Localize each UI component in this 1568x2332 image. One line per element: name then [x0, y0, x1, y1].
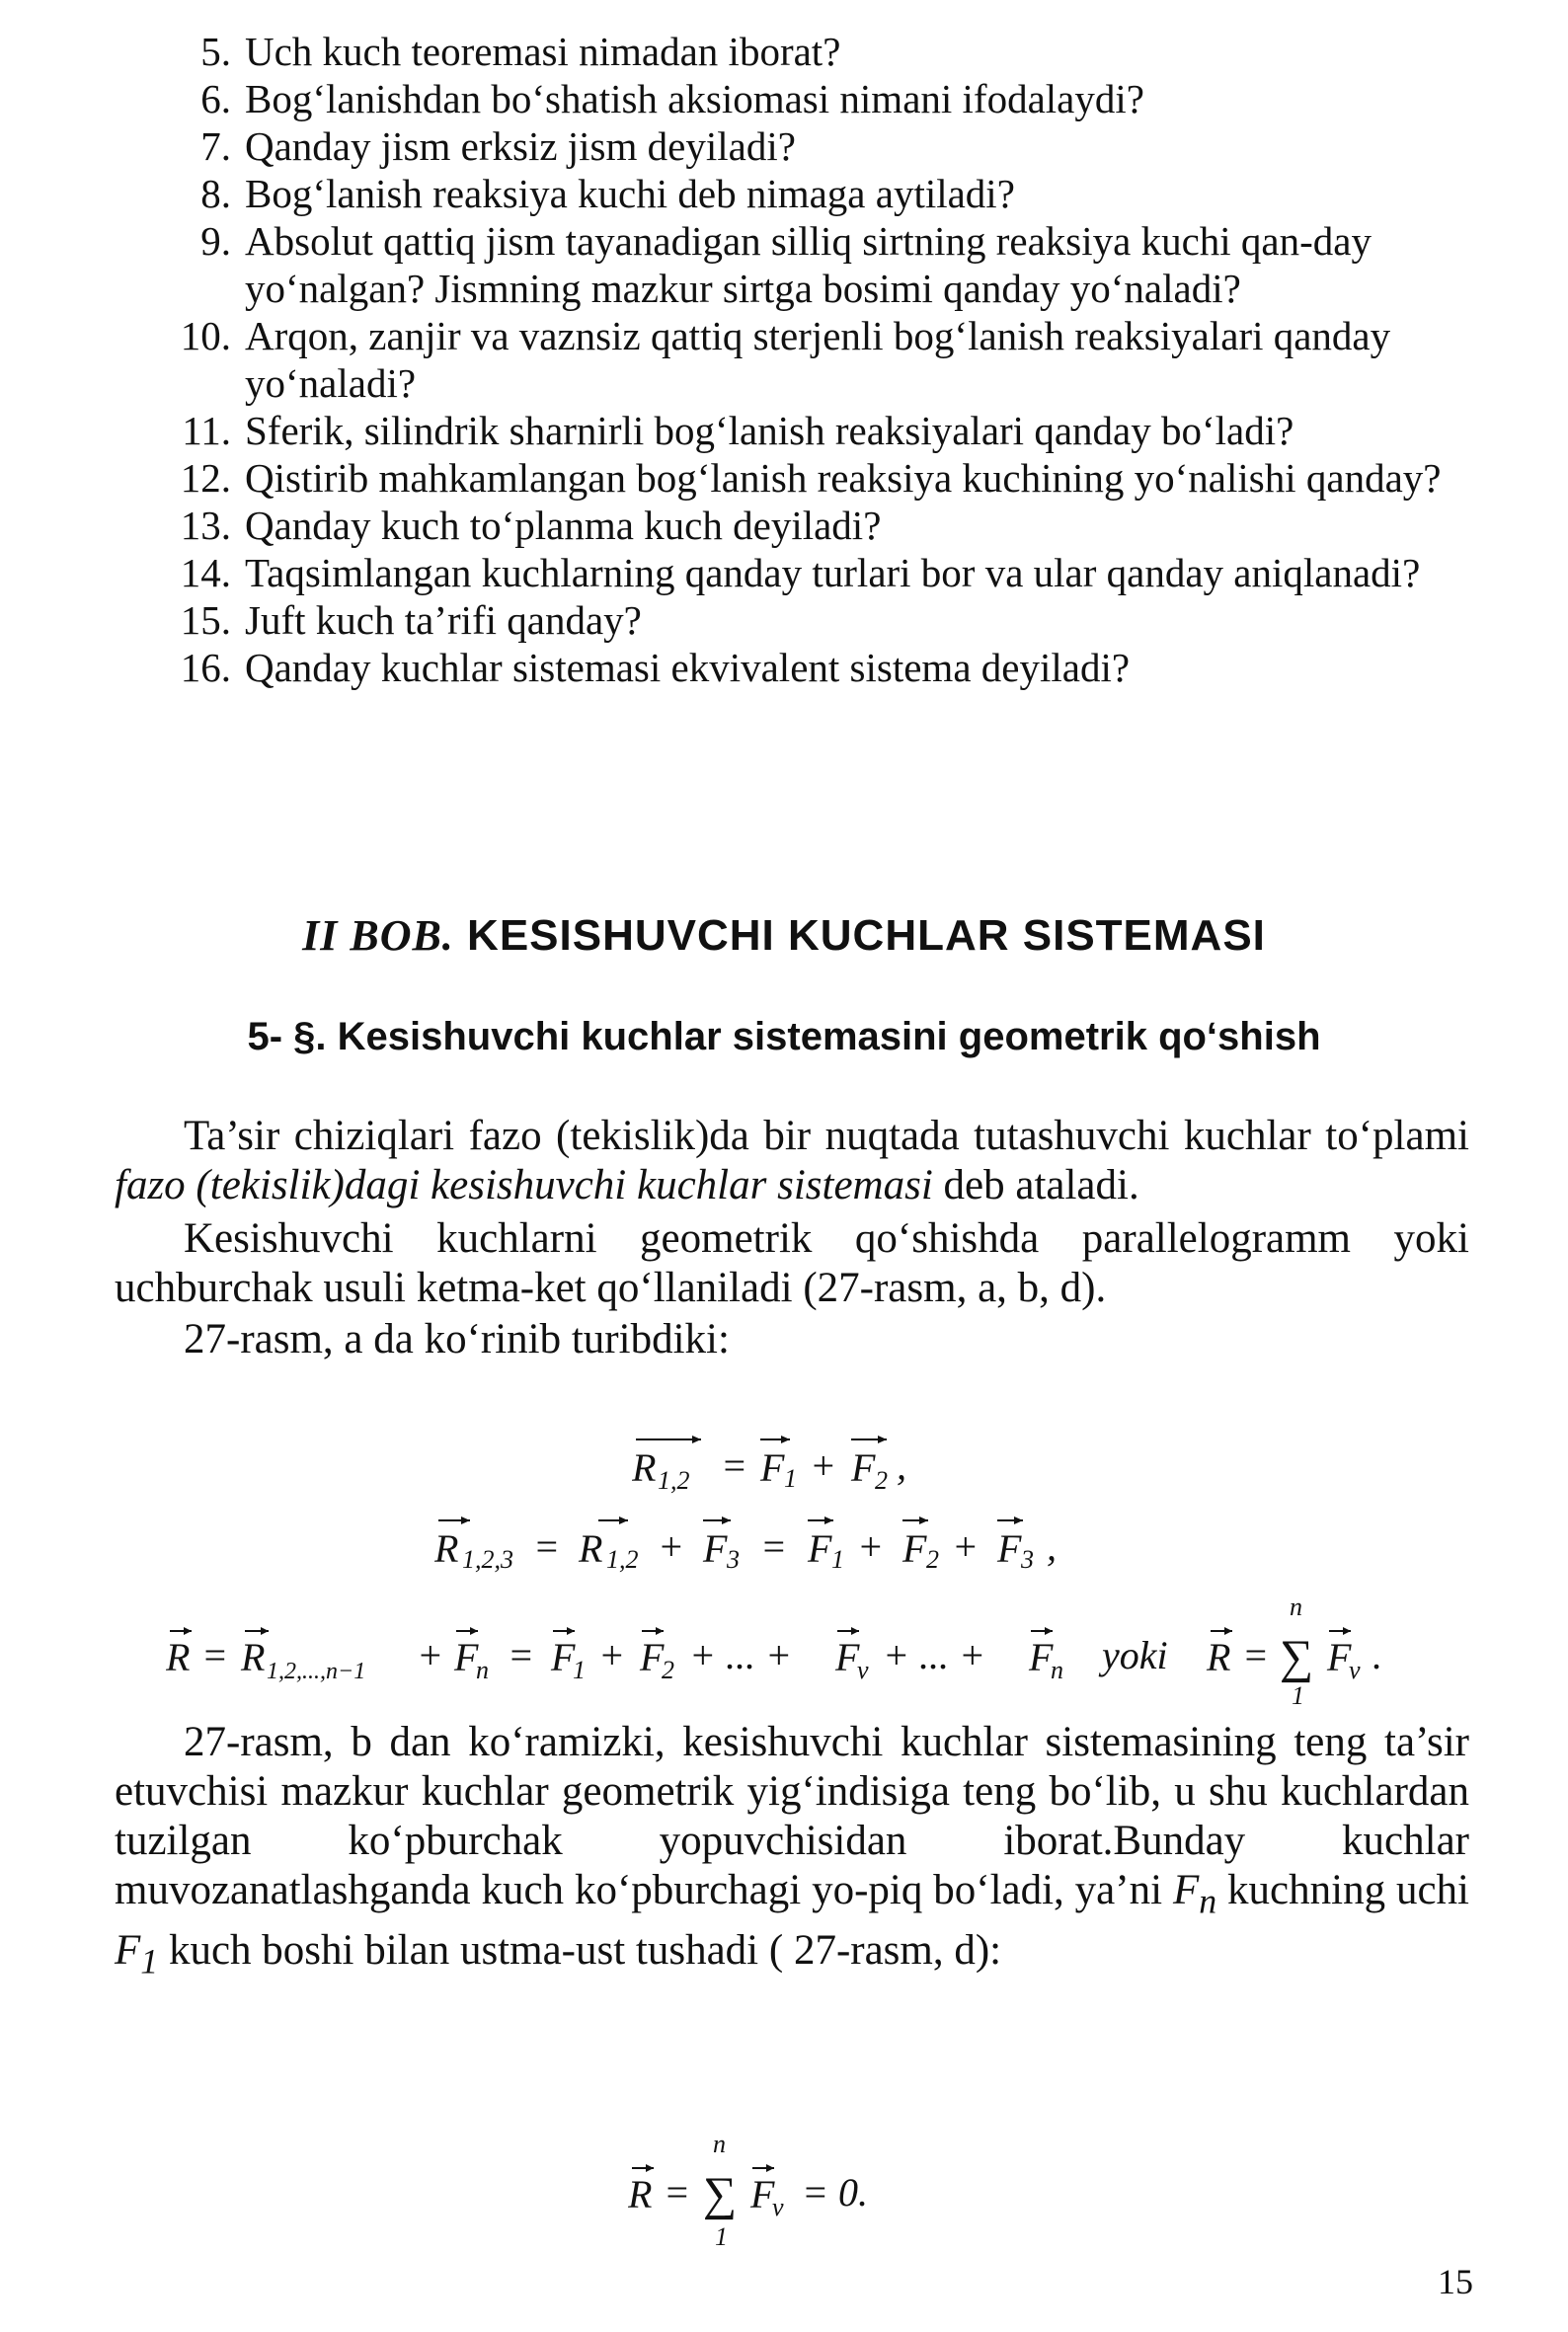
question-item — [168, 502, 1481, 549]
formula-resultant-sum-graphic — [166, 1594, 1430, 1712]
svg-text:=: = — [664, 2170, 690, 2215]
question-number: 16. — [180, 645, 231, 690]
question-item — [168, 122, 1481, 170]
question-item — [168, 549, 1481, 596]
svg-text:v: v — [857, 1656, 869, 1684]
svg-text:F: F — [750, 2172, 775, 2216]
question-item — [168, 596, 1481, 644]
question-text: Arqon, zanjir va vaznsiz qattiq sterjenli bog‘lanish reaksiyalari qanday yo‘naladi? — [245, 313, 1391, 406]
svg-text:,: , — [1047, 1524, 1057, 1569]
svg-text:3: 3 — [727, 1545, 740, 1574]
svg-text:n: n — [476, 1656, 489, 1684]
question-item — [168, 644, 1481, 691]
svg-text:∑: ∑ — [703, 2168, 738, 2220]
svg-text:n: n — [1051, 1656, 1063, 1684]
question-item — [168, 170, 1481, 217]
formula-r12-graphic — [632, 1430, 1047, 1499]
svg-text:2: 2 — [926, 1545, 939, 1574]
formula-resultant-sum — [166, 1594, 1430, 1724]
paragraph-polygon-closure — [115, 1718, 1469, 1985]
question-text: Bog‘lanishdan bo‘shatish aksiomasi nimani ifodalaydi? — [245, 76, 1144, 121]
svg-text:+ ... +: + ... + — [689, 1633, 792, 1677]
question-text: Sferik, silindrik sharnirli bog‘lanish reaksiyalari qanday bo‘ladi? — [245, 408, 1294, 453]
svg-text:,: , — [897, 1443, 906, 1488]
svg-text:.: . — [1372, 1633, 1382, 1677]
svg-text:R: R — [241, 1635, 266, 1679]
section-heading: 5- §. Kesishuvchi kuchlar sistemasini geometrik qo‘shish — [247, 1015, 1321, 1058]
question-text: Qanday jism erksiz jism deyiladi? — [245, 123, 796, 169]
formula-r12 — [632, 1430, 1047, 1511]
svg-text:F: F — [703, 1526, 728, 1571]
svg-text:= 0.: = 0. — [802, 2170, 868, 2215]
formula-equilibrium — [628, 2131, 944, 2271]
svg-text:1: 1 — [573, 1656, 586, 1684]
svg-text:v: v — [772, 2193, 784, 2221]
question-number: 11. — [182, 408, 231, 453]
sum-lower-limit: 1 — [1292, 1681, 1304, 1710]
svg-text:1,2: 1,2 — [658, 1466, 690, 1495]
formula-r123 — [434, 1511, 1185, 1592]
svg-text:=: = — [201, 1633, 228, 1677]
question-item — [168, 75, 1481, 122]
paragraph-intro-formulas: 27-rasm, a da ko‘rinib turibdiki: — [184, 1316, 730, 1362]
svg-text:=: = — [1242, 1633, 1269, 1677]
svg-text:=: = — [721, 1443, 747, 1488]
question-number: 12. — [180, 455, 231, 501]
question-number: 14. — [180, 550, 231, 595]
defined-term: fazo (tekislik)dagi kesishuvchi kuchlar sistemasi — [115, 1162, 933, 1208]
svg-text:1: 1 — [831, 1545, 844, 1574]
svg-text:n: n — [713, 2131, 726, 2158]
paragraph-text: 27-rasm, b dan ko‘ramizki, kesishuvchi kuchlar sistemasining teng ta’sir etuvchisi mazkur kuchlar geometrik yig‘indisiga teng bo‘lib, u shu kuchlardan tuzilgan ko‘pburchak yopuvchisidan iborat.Bunday kuchlar muvozanatlashganda kuch ko‘pburchagi yo-piq bo‘ladi, ya’ni — [115, 1719, 1469, 1913]
question-number: 15. — [180, 597, 231, 643]
question-item — [168, 217, 1481, 312]
svg-text:R: R — [579, 1526, 603, 1571]
question-text: Absolut qattiq jism tayanadigan silliq sirtning reaksiya kuchi qan-day yo‘nalgan? Jismning mazkur sirtga bosimi qanday yo‘naladi? — [245, 218, 1372, 311]
question-text: Juft kuch ta’rifi qanday? — [245, 597, 642, 643]
svg-text:3: 3 — [1021, 1545, 1034, 1574]
question-text: Uch kuch teoremasi nimadan iborat? — [245, 29, 841, 74]
svg-text:∑: ∑ — [1280, 1631, 1314, 1683]
paragraph-definition — [115, 1112, 1469, 1210]
svg-text:F: F — [1327, 1635, 1352, 1679]
svg-text:1: 1 — [715, 2222, 728, 2251]
svg-text:1: 1 — [784, 1464, 797, 1493]
svg-text:=: = — [533, 1524, 560, 1569]
question-item — [168, 312, 1481, 407]
question-number: 9. — [200, 218, 231, 264]
svg-text:+: + — [952, 1524, 979, 1569]
svg-text:F: F — [835, 1635, 860, 1679]
svg-text:F: F — [1029, 1635, 1054, 1679]
formula-equilibrium-graphic — [628, 2131, 944, 2259]
svg-text:+: + — [417, 1633, 443, 1677]
sum-upper-limit: n — [1290, 1594, 1302, 1621]
question-number: 6. — [200, 76, 231, 121]
svg-text:R: R — [628, 2172, 653, 2216]
svg-text:F: F — [454, 1635, 479, 1679]
question-number: 5. — [200, 29, 231, 74]
question-text: Qistirib mahkamlangan bog‘lanish reaksiya kuchining yo‘nalishi qanday? — [245, 455, 1442, 501]
svg-text:F: F — [997, 1526, 1022, 1571]
question-item — [168, 454, 1481, 502]
svg-text:+ ... +: + ... + — [883, 1633, 985, 1677]
question-number: 13. — [180, 503, 231, 548]
formula-r123-graphic — [434, 1511, 1185, 1580]
paragraph-text: kuch boshi bilan ustma-ust tushadi ( 27-rasm, d): — [168, 1926, 1002, 1974]
page-number: 15 — [1438, 2262, 1473, 2301]
svg-text:2: 2 — [875, 1466, 888, 1495]
svg-text:=: = — [760, 1524, 787, 1569]
question-item — [168, 407, 1481, 454]
question-item — [168, 28, 1481, 75]
svg-text:F: F — [760, 1445, 785, 1490]
svg-text:F: F — [551, 1635, 576, 1679]
svg-text:R: R — [632, 1445, 657, 1490]
chapter-heading — [0, 910, 1568, 961]
svg-text:v: v — [1349, 1656, 1361, 1684]
question-number: 8. — [200, 171, 231, 216]
svg-text:F: F — [851, 1445, 876, 1490]
chapter-title: KESISHUVCHI KUCHLAR SISTEMASI — [467, 911, 1266, 960]
question-text: Bog‘lanish reaksiya kuchi deb nimaga aytiladi? — [245, 171, 1015, 216]
paragraph-text: deb ataladi. — [943, 1162, 1139, 1208]
force-fn-symbol: $F_n$ — [1172, 1867, 1217, 1921]
paragraph-text: kuchning uchi — [1227, 1867, 1469, 1913]
paragraph-text: Ta’sir chiziqlari fazo (tekislik)da bir nuqtada tutashuvchi kuchlar to‘plami — [184, 1113, 1469, 1159]
svg-text:R: R — [434, 1526, 459, 1571]
review-questions-list — [168, 28, 1481, 691]
force-f1-symbol: $F_1$ — [115, 1926, 159, 1982]
svg-text:R: R — [1207, 1635, 1231, 1679]
question-text: Qanday kuchlar sistemasi ekvivalent sistema deyiladi? — [245, 645, 1131, 690]
question-number: 10. — [180, 313, 231, 358]
svg-text:+: + — [658, 1524, 684, 1569]
svg-text:F: F — [902, 1526, 927, 1571]
svg-text:2: 2 — [662, 1656, 674, 1684]
svg-text:F: F — [808, 1526, 832, 1571]
svg-text:+: + — [810, 1443, 836, 1488]
svg-text:1,2: 1,2 — [606, 1545, 639, 1574]
paragraph-method: Kesishuvchi kuchlarni geometrik qo‘shishda parallelogramm yoki uchburchak usuli ketma-ket qo‘llaniladi (27-rasm, a, b, d). — [115, 1215, 1469, 1311]
svg-text:F: F — [640, 1635, 665, 1679]
question-text: Qanday kuch to‘planma kuch deyiladi? — [245, 503, 882, 548]
question-number: 7. — [200, 123, 231, 169]
svg-text:R: R — [166, 1635, 191, 1679]
svg-text:1,2,3: 1,2,3 — [462, 1545, 513, 1574]
svg-text:+: + — [598, 1633, 625, 1677]
svg-text:+: + — [857, 1524, 884, 1569]
chapter-number: II BOB. — [302, 911, 454, 960]
yoki-word: yoki — [1102, 1633, 1168, 1677]
svg-text:=: = — [508, 1633, 534, 1677]
svg-text:1,2,...,n−1: 1,2,...,n−1 — [267, 1659, 366, 1684]
question-text: Taqsimlangan kuchlarning qanday turlari bor va ular qanday aniqlanadi? — [245, 550, 1421, 595]
